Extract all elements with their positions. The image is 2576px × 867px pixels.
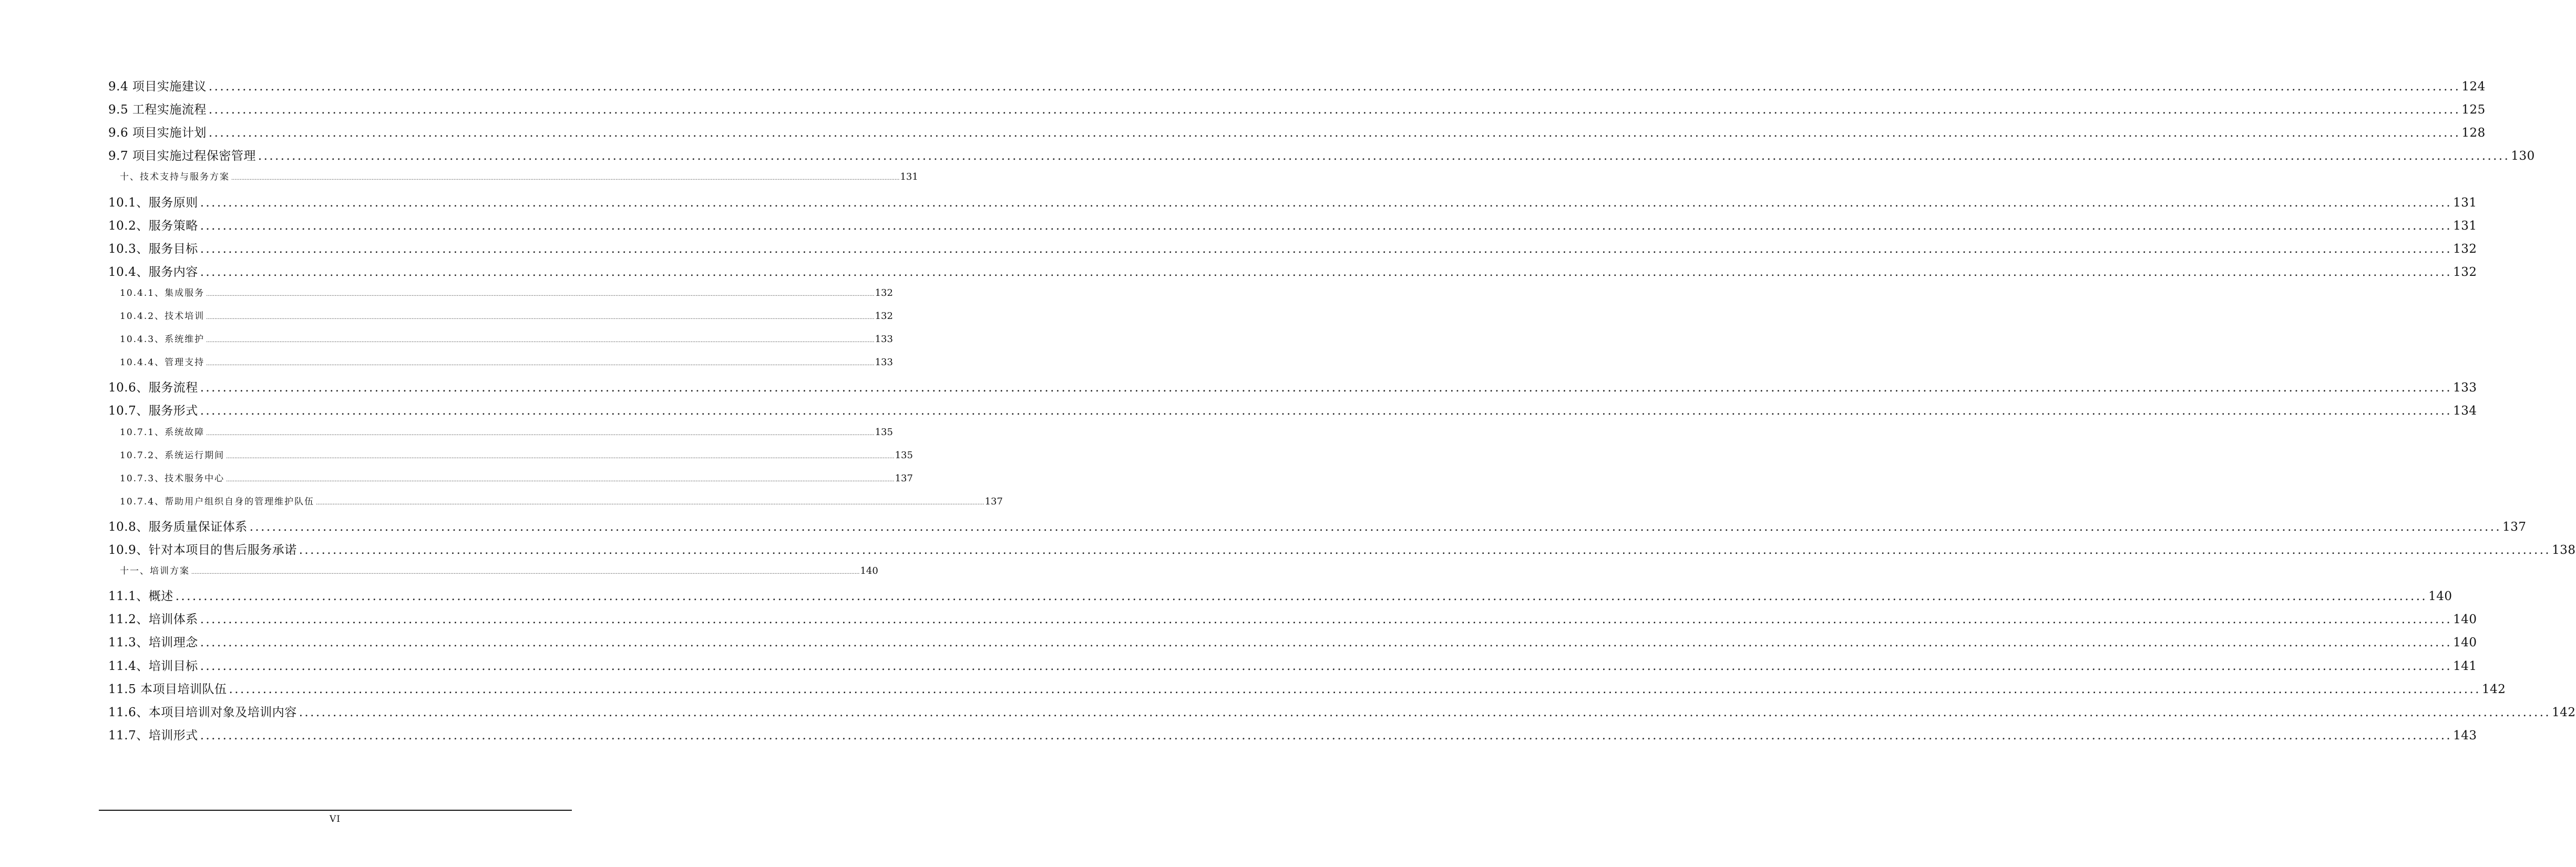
dot-leader: ................................................................................................................................................................................................................................................................................................................................................................................................................ bbox=[249, 520, 2502, 534]
dot-leader: ................................................................................................................................................................................................................................................................................................................................................................................................................ bbox=[200, 613, 2452, 627]
toc-entry-page-number: 142 bbox=[2552, 705, 2576, 719]
dot-leader: ................................................................................................................................................................................................................................................................................................................................................................................................................ bbox=[206, 361, 875, 367]
toc-subentry[interactable] bbox=[120, 494, 1003, 507]
toc-entry-page-number: 141 bbox=[2453, 659, 2477, 673]
toc-entry-title: 10.7.4、帮助用户组织自身的管理维护队伍 bbox=[120, 496, 315, 507]
toc-entry-title: 10.4.3、系统维护 bbox=[120, 334, 205, 345]
toc-subentry[interactable] bbox=[120, 169, 918, 183]
dot-leader: ................................................................................................................................................................................................................................................................................................................................................................................................................ bbox=[206, 291, 875, 297]
toc-entry[interactable] bbox=[108, 216, 2477, 233]
dot-leader: ................................................................................................................................................................................................................................................................................................................................................................................................................ bbox=[175, 590, 2428, 604]
toc-entry-page-number: 140 bbox=[2453, 636, 2477, 650]
toc-entry-page-number: 143 bbox=[2453, 728, 2477, 742]
toc-entry-page-number: 140 bbox=[2428, 590, 2452, 604]
toc-entry-page-number: 132 bbox=[2453, 242, 2477, 256]
toc-entry-title: 9.7 项目实施过程保密管理 bbox=[108, 149, 256, 163]
dot-leader: ................................................................................................................................................................................................................................................................................................................................................................................................................ bbox=[191, 570, 860, 576]
toc-entry-title: 10.1、服务原则 bbox=[108, 195, 198, 210]
toc-entry-title: 10.4.2、技术培训 bbox=[120, 311, 205, 322]
dot-leader: ................................................................................................................................................................................................................................................................................................................................................................................................................ bbox=[200, 242, 2452, 256]
toc-subentry[interactable] bbox=[120, 448, 913, 461]
dot-leader: ................................................................................................................................................................................................................................................................................................................................................................................................................ bbox=[208, 80, 2461, 94]
toc-entry-title: 11.5 本项目培训队伍 bbox=[108, 682, 227, 696]
toc-entry-title: 10.4.1、集成服务 bbox=[120, 287, 205, 298]
toc-entry-title: 10.4.4、管理支持 bbox=[120, 357, 205, 368]
toc-entry-page-number: 135 bbox=[875, 426, 893, 438]
toc-subentry[interactable] bbox=[120, 563, 878, 577]
toc-entry-page-number: 133 bbox=[2453, 381, 2477, 395]
toc-entry[interactable] bbox=[108, 679, 2506, 697]
toc-subentry[interactable] bbox=[120, 471, 913, 484]
toc-entry-title: 10.7.3、技术服务中心 bbox=[120, 473, 225, 484]
toc-entry-title: 十、技术支持与服务方案 bbox=[120, 172, 230, 183]
toc-entry[interactable] bbox=[108, 586, 2452, 604]
toc-entry-title: 10.8、服务质量保证体系 bbox=[108, 520, 248, 534]
toc-entry-title: 11.1、概述 bbox=[108, 590, 173, 604]
toc-entry[interactable] bbox=[108, 239, 2477, 256]
toc-entry-title: 10.2、服务策略 bbox=[108, 219, 198, 233]
toc-entry-title: 10.6、服务流程 bbox=[108, 381, 198, 395]
toc-entry-title: 10.7.1、系统故障 bbox=[120, 427, 205, 438]
dot-leader: ................................................................................................................................................................................................................................................................................................................................................................................................................ bbox=[226, 453, 895, 460]
toc-entry[interactable] bbox=[108, 262, 2477, 280]
toc-entry[interactable] bbox=[108, 77, 2486, 94]
toc-entry-title: 9.6 项目实施计划 bbox=[108, 126, 207, 140]
dot-leader: ................................................................................................................................................................................................................................................................................................................................................................................................................ bbox=[316, 500, 984, 506]
toc-entry-page-number: 142 bbox=[2481, 682, 2506, 696]
dot-leader: ................................................................................................................................................................................................................................................................................................................................................................................................................ bbox=[208, 126, 2461, 140]
dot-leader: ................................................................................................................................................................................................................................................................................................................................................................................................................ bbox=[229, 682, 2481, 696]
dot-leader: ................................................................................................................................................................................................................................................................................................................................................................................................................ bbox=[200, 265, 2452, 279]
toc-entry-title: 10.7.2、系统运行期间 bbox=[120, 450, 225, 461]
toc-entry[interactable] bbox=[108, 703, 2576, 720]
dot-leader: ................................................................................................................................................................................................................................................................................................................................................................................................................ bbox=[299, 543, 2551, 557]
toc-entry[interactable] bbox=[108, 726, 2477, 743]
page-number: VI bbox=[330, 814, 341, 824]
toc-entry[interactable] bbox=[108, 401, 2477, 418]
dot-leader: ................................................................................................................................................................................................................................................................................................................................................................................................................ bbox=[226, 477, 895, 483]
toc-entry-page-number: 137 bbox=[984, 496, 1003, 507]
toc-entry-page-number: 140 bbox=[2453, 613, 2477, 627]
toc-entry-title: 11.6、本项目培训对象及培训内容 bbox=[108, 705, 297, 719]
toc-subentry[interactable] bbox=[120, 285, 893, 298]
toc-entry[interactable] bbox=[108, 193, 2477, 210]
toc-entry-page-number: 125 bbox=[2461, 103, 2486, 117]
toc-entry-page-number: 128 bbox=[2461, 126, 2486, 140]
toc-entry-title: 10.9、针对本项目的售后服务承诺 bbox=[108, 543, 297, 557]
toc-entry-page-number: 138 bbox=[2552, 543, 2576, 557]
toc-entry-page-number: 132 bbox=[2453, 265, 2477, 279]
toc-entry-page-number: 124 bbox=[2461, 80, 2486, 94]
dot-leader: ................................................................................................................................................................................................................................................................................................................................................................................................................ bbox=[206, 430, 875, 437]
dot-leader: ................................................................................................................................................................................................................................................................................................................................................................................................................ bbox=[200, 381, 2452, 395]
toc-subentry[interactable] bbox=[120, 425, 893, 438]
toc-entry-page-number: 132 bbox=[875, 287, 893, 298]
toc-entry[interactable] bbox=[108, 656, 2477, 674]
toc-subentry[interactable] bbox=[120, 332, 893, 345]
toc-entry-page-number: 134 bbox=[2453, 404, 2477, 418]
dot-leader: ................................................................................................................................................................................................................................................................................................................................................................................................................ bbox=[206, 315, 875, 321]
toc-subentry[interactable] bbox=[120, 355, 893, 368]
toc-entry[interactable] bbox=[108, 633, 2477, 650]
toc-entry-title: 10.4、服务内容 bbox=[108, 265, 198, 279]
dot-leader: ................................................................................................................................................................................................................................................................................................................................................................................................................ bbox=[206, 338, 875, 344]
toc-entry-title: 9.5 工程实施流程 bbox=[108, 103, 207, 117]
dot-leader: ................................................................................................................................................................................................................................................................................................................................................................................................................ bbox=[200, 195, 2452, 210]
toc-entry[interactable] bbox=[108, 146, 2535, 163]
dot-leader: ................................................................................................................................................................................................................................................................................................................................................................................................................ bbox=[200, 219, 2452, 233]
toc-entry[interactable] bbox=[108, 100, 2486, 117]
toc-entry-page-number: 130 bbox=[2511, 149, 2535, 163]
toc-entry-page-number: 131 bbox=[2453, 219, 2477, 233]
toc-entry-title: 10.3、服务目标 bbox=[108, 242, 198, 256]
toc-subentry[interactable] bbox=[120, 308, 893, 322]
toc-entry-title: 十一、培训方案 bbox=[120, 566, 190, 577]
dot-leader: ................................................................................................................................................................................................................................................................................................................................................................................................................ bbox=[231, 176, 900, 182]
toc-entry-title: 11.3、培训理念 bbox=[108, 636, 198, 650]
toc-entry[interactable] bbox=[108, 378, 2477, 395]
dot-leader: ................................................................................................................................................................................................................................................................................................................................................................................................................ bbox=[200, 728, 2452, 742]
toc-entry-page-number: 131 bbox=[900, 171, 918, 183]
toc-entry-page-number: 137 bbox=[2502, 520, 2527, 534]
dot-leader: ................................................................................................................................................................................................................................................................................................................................................................................................................ bbox=[299, 705, 2551, 719]
dot-leader: ................................................................................................................................................................................................................................................................................................................................................................................................................ bbox=[200, 404, 2452, 418]
toc-entry-page-number: 133 bbox=[875, 334, 893, 345]
footer-rule bbox=[99, 810, 572, 811]
toc-entry-title: 11.2、培训体系 bbox=[108, 613, 198, 627]
toc-entry-page-number: 133 bbox=[875, 357, 893, 368]
toc-entry[interactable] bbox=[108, 540, 2576, 558]
dot-leader: ................................................................................................................................................................................................................................................................................................................................................................................................................ bbox=[200, 659, 2452, 673]
toc-entry[interactable] bbox=[108, 610, 2477, 627]
toc-entry-page-number: 140 bbox=[860, 565, 878, 577]
toc-entry-page-number: 137 bbox=[895, 472, 913, 484]
dot-leader: ................................................................................................................................................................................................................................................................................................................................................................................................................ bbox=[208, 103, 2461, 117]
toc-entry-page-number: 131 bbox=[2453, 195, 2477, 210]
toc-entry[interactable] bbox=[108, 517, 2527, 534]
dot-leader: ................................................................................................................................................................................................................................................................................................................................................................................................................ bbox=[200, 636, 2452, 650]
toc-entry-page-number: 132 bbox=[875, 311, 893, 322]
toc-entry-title: 11.7、培训形式 bbox=[108, 728, 198, 742]
toc-entry[interactable] bbox=[108, 123, 2486, 140]
dot-leader: ................................................................................................................................................................................................................................................................................................................................................................................................................ bbox=[258, 149, 2510, 163]
toc-entry-title: 9.4 项目实施建议 bbox=[108, 80, 207, 94]
toc-entry-title: 10.7、服务形式 bbox=[108, 404, 198, 418]
toc-entry-page-number: 135 bbox=[895, 449, 913, 461]
toc-entry-title: 11.4、培训目标 bbox=[108, 659, 198, 673]
